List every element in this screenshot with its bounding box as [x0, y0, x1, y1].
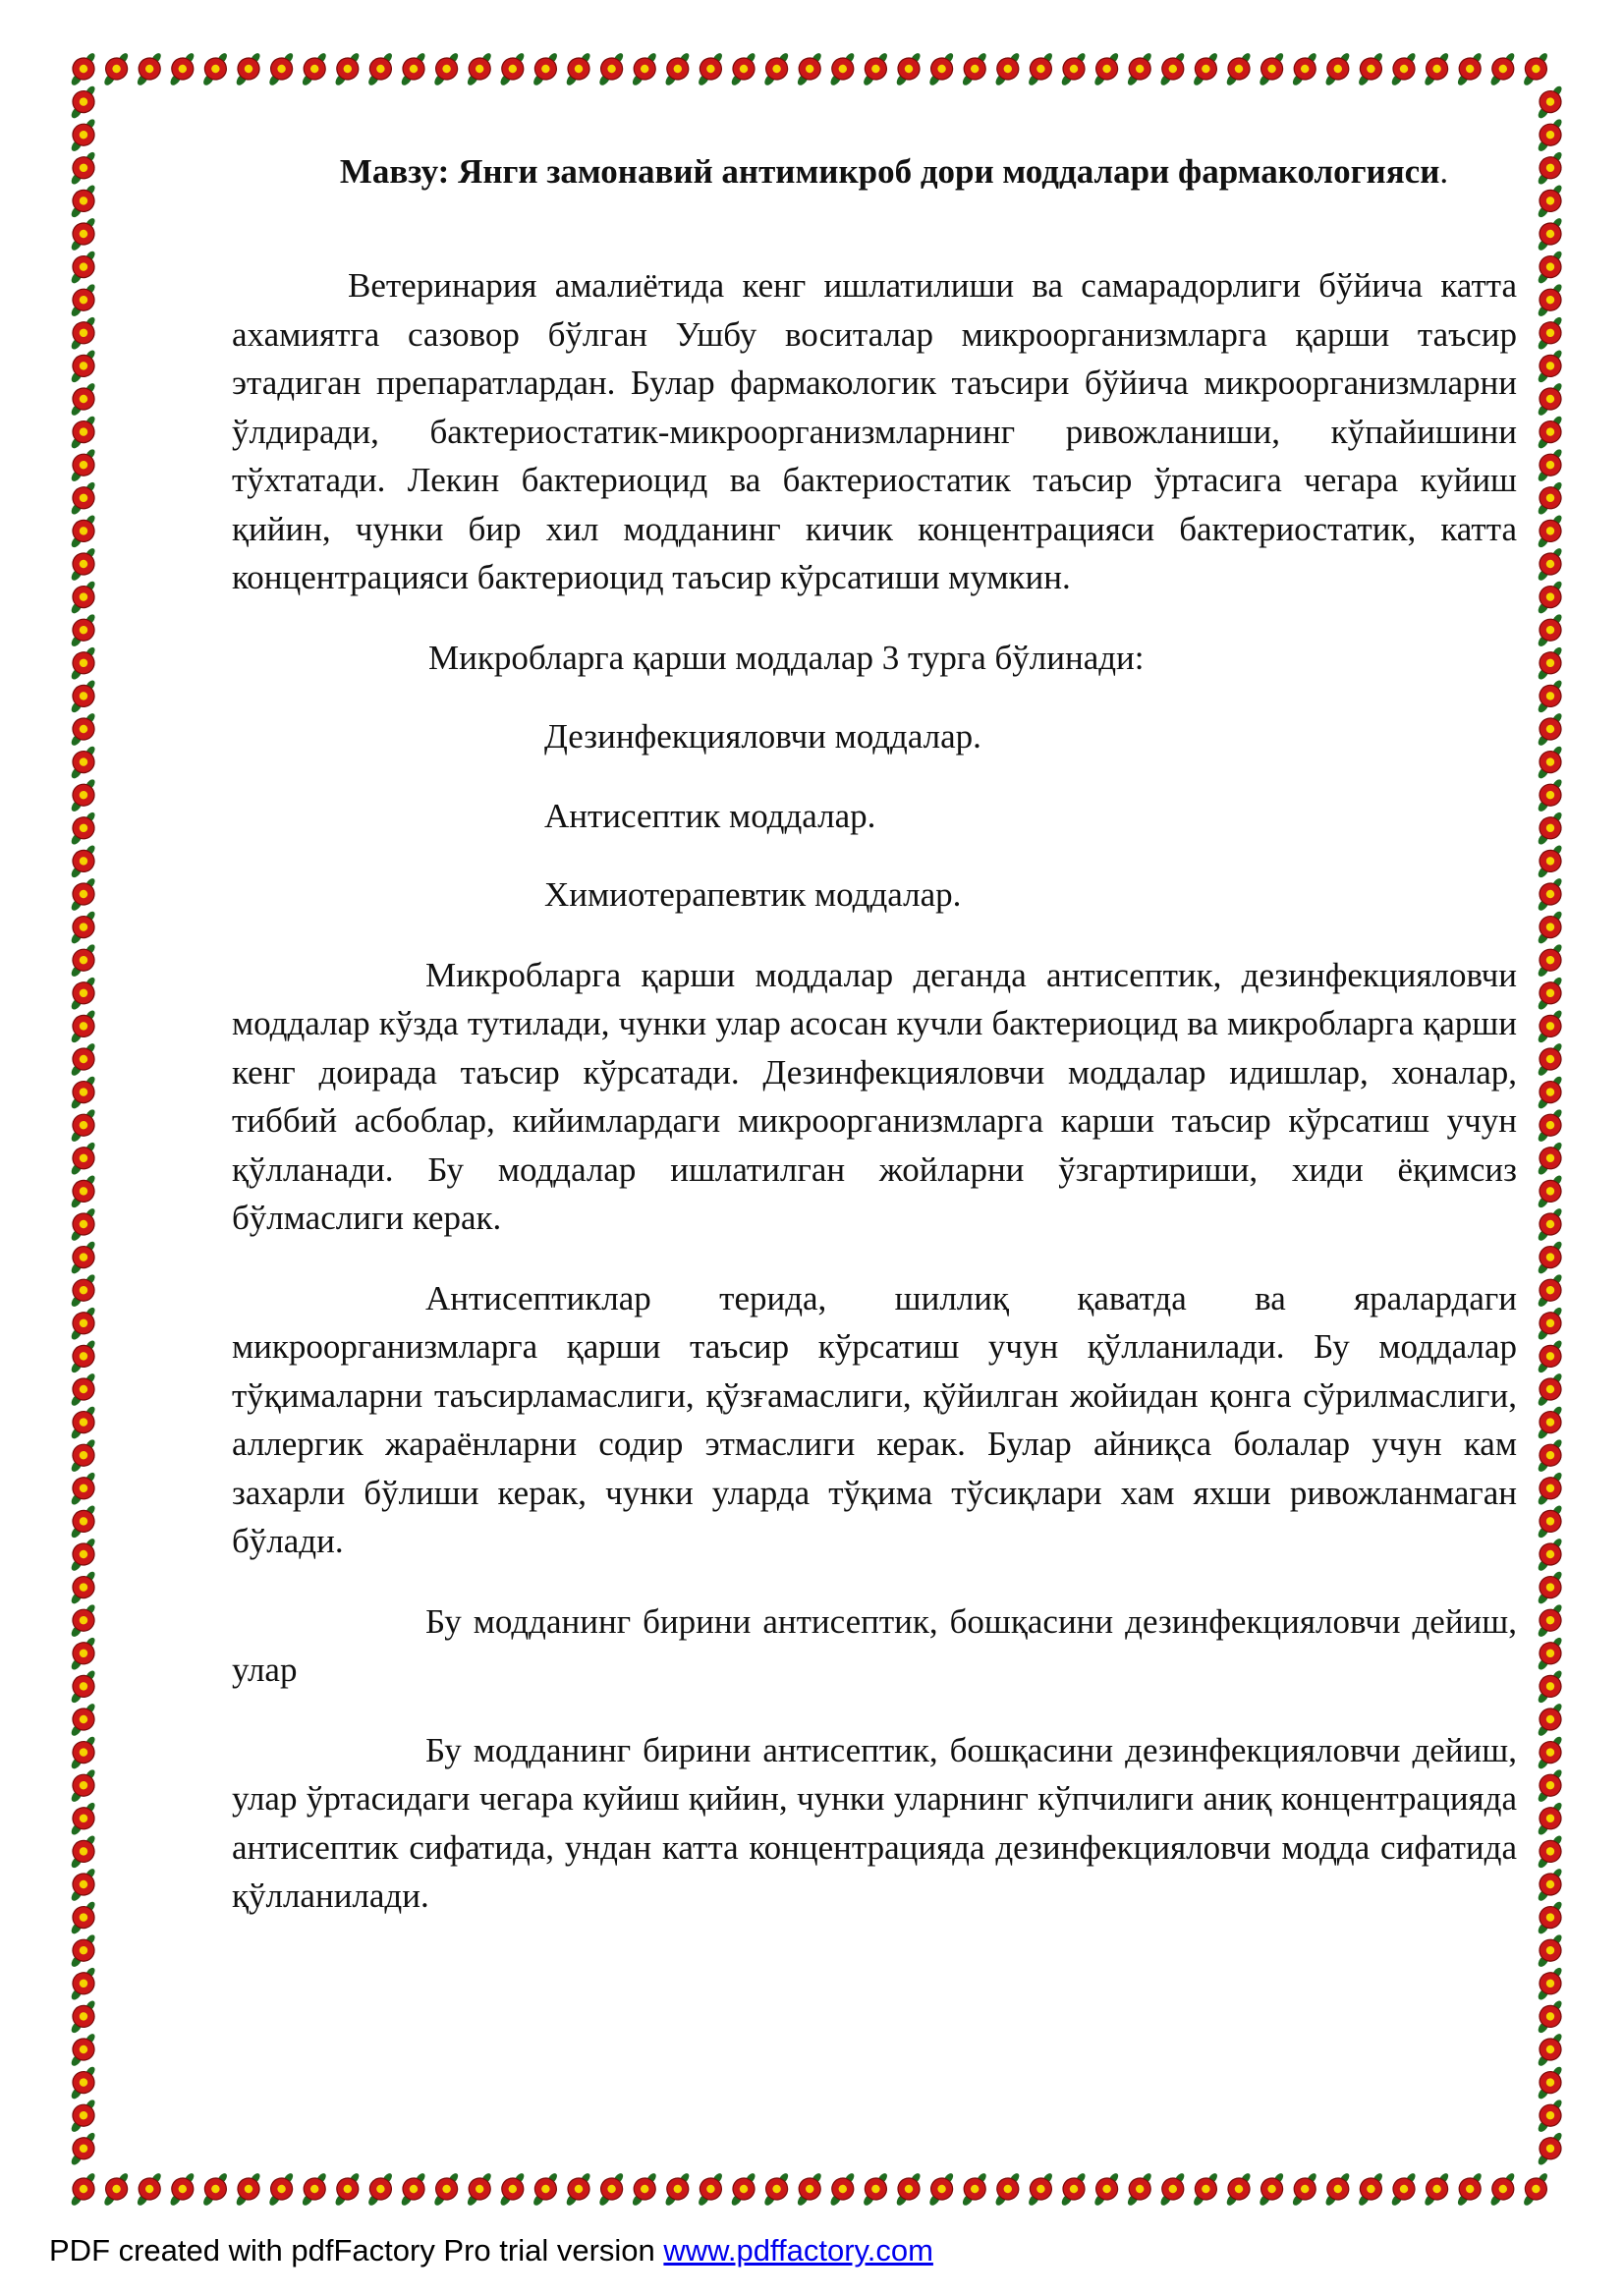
flower-icon	[1531, 282, 1569, 319]
flower-icon	[97, 51, 136, 88]
flower-icon	[64, 1702, 102, 1739]
flower-icon	[1531, 1206, 1569, 1244]
flower-icon	[724, 51, 762, 88]
flower-icon	[1531, 1702, 1569, 1739]
flower-icon	[64, 975, 102, 1012]
flower-icon	[64, 1602, 102, 1640]
flower-icon	[64, 1833, 102, 1871]
flower-icon	[625, 2171, 663, 2209]
flower-icon	[1054, 2171, 1092, 2209]
flower-icon	[196, 51, 235, 88]
flower-icon	[1531, 149, 1569, 187]
flower-icon	[1531, 1635, 1569, 1672]
flower-icon	[427, 51, 466, 88]
flower-icon	[1531, 777, 1569, 814]
flower-icon	[1531, 711, 1569, 749]
flower-icon	[1531, 876, 1569, 914]
title-period: .	[1439, 152, 1449, 191]
flower-icon	[1531, 1998, 1569, 2036]
flower-icon	[1450, 51, 1488, 88]
flower-icon	[64, 2171, 102, 2209]
flower-icon	[64, 1140, 102, 1177]
flower-icon	[1531, 216, 1569, 253]
flower-icon	[1088, 2171, 1126, 2209]
flower-icon	[790, 51, 828, 88]
flower-icon	[1531, 1338, 1569, 1375]
document-body	[232, 147, 1517, 1921]
flower-icon	[64, 644, 102, 682]
flower-icon	[295, 2171, 333, 2209]
flower-icon	[559, 51, 597, 88]
flower-icon	[724, 2171, 762, 2209]
flower-icon	[130, 51, 168, 88]
flower-icon	[988, 2171, 1027, 2209]
flower-icon	[64, 1305, 102, 1342]
flower-icon	[1531, 2130, 1569, 2167]
flower-icon	[64, 381, 102, 419]
flower-icon	[394, 51, 432, 88]
flower-icon	[262, 51, 301, 88]
flower-icon	[64, 678, 102, 715]
flower-icon	[1531, 1140, 1569, 1177]
flower-icon	[1531, 1470, 1569, 1507]
flower-icon	[163, 2171, 201, 2209]
flower-icon	[1531, 1569, 1569, 1606]
list-item-antiseptics: Антисептик моддалар.	[544, 796, 876, 835]
flower-icon	[362, 51, 400, 88]
flower-icon	[1531, 678, 1569, 715]
flower-icon	[64, 348, 102, 385]
flower-icon	[923, 2171, 961, 2209]
flower-icon	[1531, 1107, 1569, 1145]
flower-icon	[64, 843, 102, 880]
flower-icon	[1531, 1734, 1569, 1771]
flower-icon	[64, 117, 102, 154]
flower-icon	[64, 612, 102, 649]
flower-icon	[64, 1470, 102, 1507]
flower-icon	[1531, 1305, 1569, 1342]
flower-icon	[1531, 1503, 1569, 1540]
flower-icon	[64, 1932, 102, 1970]
flower-icon	[592, 51, 631, 88]
flower-icon	[1531, 2032, 1569, 2069]
flower-icon	[64, 711, 102, 749]
flower-icon	[1531, 546, 1569, 584]
flower-icon	[1531, 1074, 1569, 1111]
flower-icon	[460, 51, 498, 88]
flower-icon	[64, 1338, 102, 1375]
flower-icon	[64, 1569, 102, 1606]
flower-icon	[64, 1372, 102, 1409]
flower-icon	[923, 51, 961, 88]
list-item-disinfectants: Дезинфекцияловчи моддалар.	[544, 717, 981, 756]
flower-icon	[1120, 2171, 1158, 2209]
flower-icon	[1531, 513, 1569, 550]
flower-icon	[1384, 2171, 1423, 2209]
flower-icon	[1531, 2098, 1569, 2135]
flower-icon	[64, 513, 102, 550]
flower-icon	[1531, 1437, 1569, 1475]
flower-icon	[1531, 942, 1569, 980]
flower-icon	[64, 1239, 102, 1276]
flower-icon	[1531, 479, 1569, 517]
flower-icon	[692, 2171, 730, 2209]
flower-icon	[1531, 117, 1569, 154]
flower-icon	[64, 1074, 102, 1111]
flower-icon	[64, 909, 102, 946]
flower-icon	[64, 579, 102, 616]
flower-icon	[988, 51, 1027, 88]
flower-icon	[427, 2171, 466, 2209]
flower-icon	[1531, 810, 1569, 847]
flower-icon	[163, 51, 201, 88]
flower-icon	[1484, 51, 1522, 88]
flower-icon	[857, 2171, 895, 2209]
flower-icon	[1531, 1537, 1569, 1574]
flower-icon	[64, 876, 102, 914]
footer-text: PDF created with pdfFactory Pro trial version	[49, 2233, 664, 2268]
flower-icon	[64, 744, 102, 781]
flower-icon	[1418, 51, 1456, 88]
flower-icon	[64, 479, 102, 517]
flower-icon	[1531, 1404, 1569, 1441]
flower-icon	[1531, 1833, 1569, 1871]
flower-icon	[1531, 579, 1569, 616]
flower-icon	[1418, 2171, 1456, 2209]
flower-icon	[460, 2171, 498, 2209]
flower-icon	[1531, 1602, 1569, 1640]
flower-icon	[790, 2171, 828, 2209]
flower-icon	[1352, 51, 1390, 88]
flower-icon	[64, 1206, 102, 1244]
flower-icon	[196, 2171, 235, 2209]
flower-icon	[1531, 183, 1569, 220]
flower-icon	[592, 2171, 631, 2209]
pdf-footer	[49, 2233, 933, 2268]
flower-icon	[1531, 381, 1569, 419]
flower-icon	[1531, 1668, 1569, 1706]
flower-icon	[1531, 84, 1569, 121]
flower-icon	[823, 51, 862, 88]
flower-icon	[1318, 2171, 1357, 2209]
flower-icon	[64, 282, 102, 319]
flower-icon	[64, 149, 102, 187]
flower-icon	[64, 2064, 102, 2101]
flower-icon	[64, 1107, 102, 1145]
flower-icon	[625, 51, 663, 88]
flower-icon	[1531, 1008, 1569, 1045]
flower-icon	[559, 2171, 597, 2209]
flower-icon	[1531, 1372, 1569, 1409]
flower-icon	[1531, 1173, 1569, 1210]
flower-icon	[64, 1965, 102, 2002]
flower-icon	[64, 1404, 102, 1441]
flower-icon	[1531, 1239, 1569, 1276]
document-title	[232, 147, 1517, 196]
flower-icon	[1531, 1965, 1569, 2002]
flower-icon	[1531, 1041, 1569, 1079]
flower-icon	[1187, 51, 1225, 88]
flower-icon	[64, 1041, 102, 1079]
list-item-chemotherapeutics: Химиотерапевтик моддалар.	[544, 875, 962, 914]
flower-icon	[1153, 51, 1192, 88]
flower-icon	[64, 1998, 102, 2036]
flower-icon	[64, 447, 102, 484]
flower-icon	[1531, 348, 1569, 385]
flower-icon	[1531, 1867, 1569, 1904]
flower-icon	[857, 51, 895, 88]
flower-icon	[757, 51, 796, 88]
flower-icon	[64, 1899, 102, 1936]
flower-icon	[493, 51, 532, 88]
flower-icon	[64, 942, 102, 980]
flower-icon	[1022, 2171, 1060, 2209]
flower-icon	[658, 2171, 697, 2209]
flower-icon	[64, 216, 102, 253]
flower-icon	[757, 2171, 796, 2209]
flower-icon	[64, 314, 102, 352]
flower-icon	[64, 84, 102, 121]
flower-icon	[527, 51, 565, 88]
flower-icon	[1531, 249, 1569, 286]
flower-icon	[1531, 314, 1569, 352]
flower-icon	[1531, 843, 1569, 880]
flower-icon	[64, 1867, 102, 1904]
flower-icon	[64, 1800, 102, 1837]
flower-icon	[1219, 2171, 1258, 2209]
flower-icon	[1450, 2171, 1488, 2209]
flower-icon	[1531, 414, 1569, 451]
flower-icon	[1531, 1767, 1569, 1805]
flower-icon	[1531, 2064, 1569, 2101]
flower-icon	[64, 249, 102, 286]
flower-icon	[1022, 51, 1060, 88]
flower-icon	[1285, 2171, 1323, 2209]
flower-icon	[64, 183, 102, 220]
flower-icon	[1531, 1272, 1569, 1310]
paragraph-intro: Ветеринария амалиётида кенг ишлатилиши ва самарадорлиги бўйича катта ахамиятга сазовор бўлган Ушбу воситалар микроорганизмларга қарши таъсир этадиган препаратлардан. Булар фармакологик таъсири бўйича микроорганизмларни ўлдиради, бактериостатик-микроорганизмларнинг ривожланиши, кўпайишини тўхтатади. Лекин бактериоцид ва бактериостатик таъсир ўртасига чегара куйиш қийин, чунки бир хил модданинг кичик концентрацияси бактериостатик, катта концентрацияси бактериоцид таъсир кўрсатиши мумкин.	[232, 266, 1517, 596]
flower-icon	[1531, 1800, 1569, 1837]
flower-icon	[692, 51, 730, 88]
flower-icon	[64, 2098, 102, 2135]
paragraph-antiseptics: Антисептиклар терида, шиллиқ қаватда ва яралардаги микроорганизмларга қарши таъсир кўрсатиш учун қўлланилади. Бу моддалар тўқималарни таъсирламаслиги, қўзғамаслиги, қўйилган жойидан қонга сўрилмаслиги, аллергик жараёнларни содир этмаслиги керак. Булар айниқса болалар учун кам захарли бўлиши керак, чунки уларда тўқима тўсиқлари хам яхши ривожланмаган бўлади.	[232, 1278, 1517, 1560]
flower-icon	[1120, 51, 1158, 88]
flower-icon	[64, 1272, 102, 1310]
flower-icon	[97, 2171, 136, 2209]
flower-icon	[64, 777, 102, 814]
flower-icon	[1253, 2171, 1291, 2209]
flower-icon	[1531, 644, 1569, 682]
flower-icon	[362, 2171, 400, 2209]
flower-icon	[1531, 1899, 1569, 1936]
flower-icon	[1153, 2171, 1192, 2209]
flower-icon	[1187, 2171, 1225, 2209]
flower-icon	[64, 414, 102, 451]
paragraph-antimicrobial: Микробларга қарши моддалар деганда антисептик, дезинфекцияловчи моддалар кўзда тутилади, чунки улар асосан кучли бактериоцид ва микробларга қарши кенг доирада таъсир кўрсатади. Дезинфекцияловчи моддалар идишлар, хоналар, тиббий асбоблар, кийимлардаги микроорганизмларга карши таъсир кўрсатиш учун қўлланади. Бу моддалар ишлатилган жойларни ўзгартириши, хиди ёқимсиз бўлмаслиги керак.	[232, 955, 1517, 1237]
flower-icon	[64, 1668, 102, 1706]
flower-icon	[1253, 51, 1291, 88]
flower-icon	[64, 546, 102, 584]
flower-icon	[295, 51, 333, 88]
flower-icon	[493, 2171, 532, 2209]
flower-icon	[1531, 975, 1569, 1012]
flower-icon	[64, 51, 102, 88]
flower-icon	[64, 2130, 102, 2167]
flower-icon	[1318, 51, 1357, 88]
flower-icon	[262, 2171, 301, 2209]
paragraph-naming-short: Бу модданинг бирини антисептик, бошқасини дезинфекцияловчи дейиш, улар	[232, 1601, 1517, 1689]
flower-icon	[64, 2032, 102, 2069]
flower-icon	[1531, 612, 1569, 649]
flower-icon	[1285, 51, 1323, 88]
flower-icon	[1531, 909, 1569, 946]
flower-icon	[229, 51, 267, 88]
flower-icon	[1054, 51, 1092, 88]
flower-icon	[955, 51, 993, 88]
classification-heading: Микробларга қарши моддалар 3 турга бўлинади:	[428, 638, 1145, 677]
footer-link[interactable]: www.pdffactory.com	[663, 2233, 933, 2268]
flower-icon	[1384, 51, 1423, 88]
flower-icon	[64, 810, 102, 847]
flower-icon	[1517, 51, 1555, 88]
flower-icon	[1484, 2171, 1522, 2209]
flower-icon	[1531, 744, 1569, 781]
flower-icon	[823, 2171, 862, 2209]
flower-icon	[64, 1767, 102, 1805]
paragraph-naming-full: Бу модданинг бирини антисептик, бошқасини дезинфекцияловчи дейиш, улар ўртасидаги чегара куйиш қийин, чунки уларнинг кўпчилиги аниқ концентрацияда антисептик сифатида, ундан катта концентрацияда дезинфекцияловчи модда сифатида қўлланилади.	[232, 1730, 1517, 1915]
flower-icon	[328, 2171, 366, 2209]
flower-icon	[130, 2171, 168, 2209]
flower-icon	[64, 1503, 102, 1540]
flower-icon	[889, 2171, 927, 2209]
title-text: Мавзу: Янги замонавий антимикроб дори моддалари фармакологияси	[339, 152, 1440, 191]
flower-icon	[229, 2171, 267, 2209]
flower-icon	[64, 1173, 102, 1210]
flower-icon	[1531, 1932, 1569, 1970]
flower-icon	[889, 51, 927, 88]
flower-icon	[64, 1635, 102, 1672]
flower-icon	[328, 51, 366, 88]
flower-icon	[955, 2171, 993, 2209]
flower-icon	[1352, 2171, 1390, 2209]
flower-icon	[1517, 2171, 1555, 2209]
flower-icon	[64, 1437, 102, 1475]
flower-icon	[1219, 51, 1258, 88]
flower-icon	[658, 51, 697, 88]
flower-icon	[64, 1537, 102, 1574]
flower-icon	[64, 1008, 102, 1045]
flower-icon	[64, 1734, 102, 1771]
flower-icon	[1088, 51, 1126, 88]
flower-icon	[527, 2171, 565, 2209]
flower-icon	[394, 2171, 432, 2209]
flower-icon	[1531, 447, 1569, 484]
